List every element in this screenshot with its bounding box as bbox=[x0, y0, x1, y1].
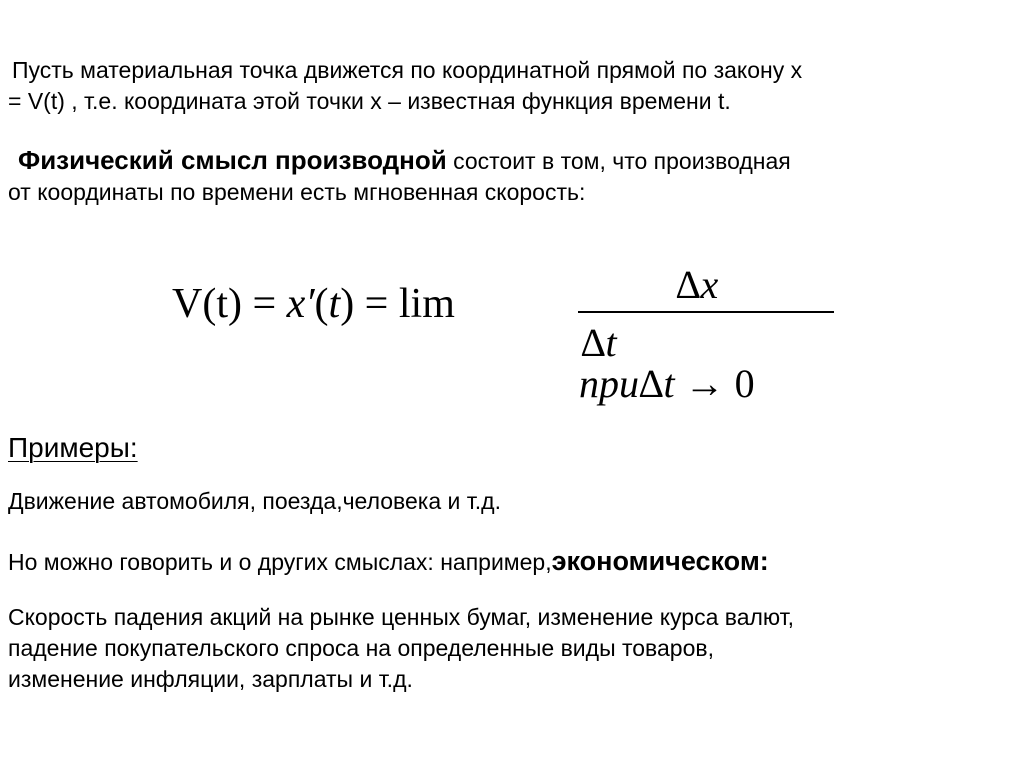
market-paragraph bbox=[8, 602, 1018, 695]
numerator-x: x bbox=[700, 262, 719, 307]
meaning-heading: Физический смысл производной bbox=[18, 145, 447, 175]
economic-line-text: Но можно говорить и о других смыслах: например, bbox=[8, 549, 552, 575]
intro-line-2: = V(t) , т.е. координата этой точки x – известная функция времени t. bbox=[8, 88, 731, 114]
condition-t: t bbox=[663, 361, 675, 406]
formula-denominator bbox=[581, 320, 617, 365]
condition-pri: при bbox=[579, 361, 639, 406]
intro-paragraph bbox=[8, 55, 1018, 117]
fraction-bar bbox=[578, 311, 834, 313]
meaning-line-2: от координаты по времени есть мгновенная скорость: bbox=[8, 179, 586, 205]
formula-x-prime: x′ bbox=[286, 281, 315, 327]
market-line-2: падение покупательского спроса на определенные виды товаров, bbox=[8, 635, 715, 661]
numerator-delta: ∆ bbox=[676, 262, 701, 307]
formula-lim: ) = lim bbox=[340, 281, 455, 327]
condition-delta: ∆ bbox=[639, 361, 664, 406]
market-line-3: изменение инфляции, зарплаты и т.д. bbox=[8, 666, 413, 692]
economic-emphasis: экономическом: bbox=[551, 546, 769, 576]
economic-line bbox=[8, 546, 1018, 578]
formula-limit-condition bbox=[579, 361, 755, 406]
formula-t: t bbox=[328, 281, 341, 327]
formula-lhs bbox=[172, 283, 455, 325]
formula-numerator bbox=[676, 262, 719, 307]
meaning-line-1-rest: состоит в том, что производная bbox=[446, 148, 791, 174]
denominator-delta: ∆ bbox=[581, 320, 606, 365]
intro-line-1: Пусть материальная точка движется по координатной прямой по закону x bbox=[12, 57, 803, 83]
market-line-1: Скорость падения акций на рынке ценных бумаг, изменение курса валют, bbox=[8, 604, 795, 630]
examples-text: Движение автомобиля, поезда,человека и т.д. bbox=[8, 488, 501, 514]
formula-paren-open: ( bbox=[314, 281, 329, 327]
condition-arrow-zero: → 0 bbox=[674, 361, 755, 406]
denominator-t: t bbox=[605, 320, 617, 365]
formula-v-of-t: V(t) = bbox=[172, 281, 287, 327]
meaning-paragraph bbox=[8, 145, 1018, 208]
examples-heading: Примеры: bbox=[8, 432, 138, 463]
